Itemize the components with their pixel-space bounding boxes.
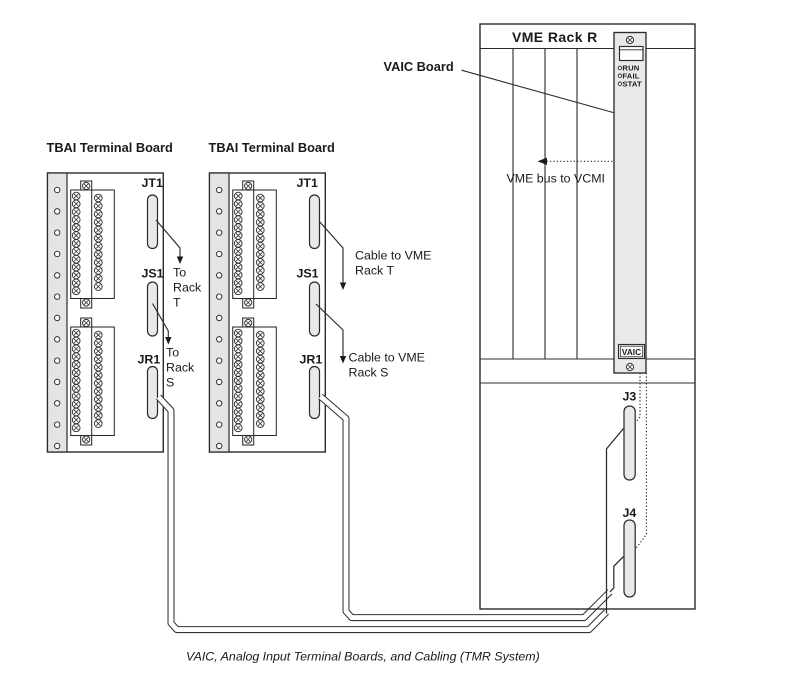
led-fail-label: FAIL — [622, 71, 640, 81]
vaic-bottom-screw-icon — [626, 363, 633, 370]
svg-text:T: T — [173, 295, 181, 310]
label-j3: J3 — [622, 389, 637, 404]
label-left-jt1: JT1 — [141, 176, 163, 190]
label-j4: J4 — [622, 506, 637, 520]
label-left-jr1: JR1 — [137, 352, 161, 367]
vaic-ejector-handle — [620, 47, 644, 61]
rack-title: VME Rack R — [512, 29, 598, 45]
led-stat-label: STAT — [622, 79, 642, 89]
label-middle-js1: JS1 — [296, 266, 319, 281]
figure-caption: VAIC, Analog Input Terminal Boards, and Cabling (TMR System) — [186, 649, 540, 664]
note-left-to-rack-s — [166, 346, 195, 390]
arrowhead-down-icon — [177, 257, 183, 265]
svg-text:Cable to VME: Cable to VME — [355, 248, 432, 263]
wire-j4 — [610, 557, 624, 592]
led-run-icon — [618, 66, 621, 69]
dotted-link-vaic-to-j4 — [636, 373, 646, 548]
label-middle-jr1: JR1 — [299, 352, 323, 367]
led-fail-icon — [618, 74, 621, 77]
note-left-to-rack-t — [173, 266, 202, 310]
note-middle-cable-rack-s — [349, 351, 425, 380]
arrowhead-down-icon — [340, 283, 346, 291]
vaic-board-leader-line — [462, 70, 614, 112]
led-run-label: RUN — [622, 63, 640, 73]
arrowhead-down-icon — [165, 337, 171, 345]
arrowhead-down-icon — [340, 356, 346, 364]
cable-middle-jr1-to-j4 — [321, 397, 611, 618]
tbai-board-left — [48, 173, 164, 452]
vme-rack — [480, 24, 695, 609]
led-stat-icon — [618, 82, 621, 85]
svg-text:S: S — [166, 375, 175, 390]
svg-text:Rack T: Rack T — [355, 263, 395, 278]
label-middle-jt1: JT1 — [296, 176, 318, 190]
tbai-board-middle — [210, 173, 326, 452]
dotted-link-vaic-to-j3 — [636, 373, 640, 423]
note-middle-cable-rack-t — [355, 249, 431, 278]
board-title-left: TBAI Terminal Board — [46, 139, 173, 155]
label-left-js1: JS1 — [141, 266, 164, 281]
vaic-board-strip — [614, 33, 646, 374]
svg-text:Rack S: Rack S — [348, 365, 389, 380]
vme-bus-label: VME bus to VCMI — [506, 171, 605, 186]
svg-text:Rack: Rack — [166, 360, 195, 375]
svg-text:Rack: Rack — [173, 280, 202, 295]
connector-j4-pill — [624, 520, 635, 597]
vme-bus-arrow — [538, 158, 614, 165]
vaic-tag-label: VAIC — [621, 346, 642, 357]
vaic-top-screw-icon — [626, 36, 633, 43]
board-title-middle: TBAI Terminal Board — [208, 139, 335, 155]
led-stat — [618, 79, 642, 88]
arrowhead-left-icon — [538, 158, 547, 165]
connector-j3-pill — [624, 406, 635, 480]
vaic-board-label: VAIC Board — [383, 58, 454, 74]
svg-text:To: To — [173, 265, 187, 280]
wire-j3 — [607, 429, 624, 614]
svg-text:To: To — [166, 345, 180, 360]
svg-text:Cable to VME: Cable to VME — [348, 350, 425, 365]
